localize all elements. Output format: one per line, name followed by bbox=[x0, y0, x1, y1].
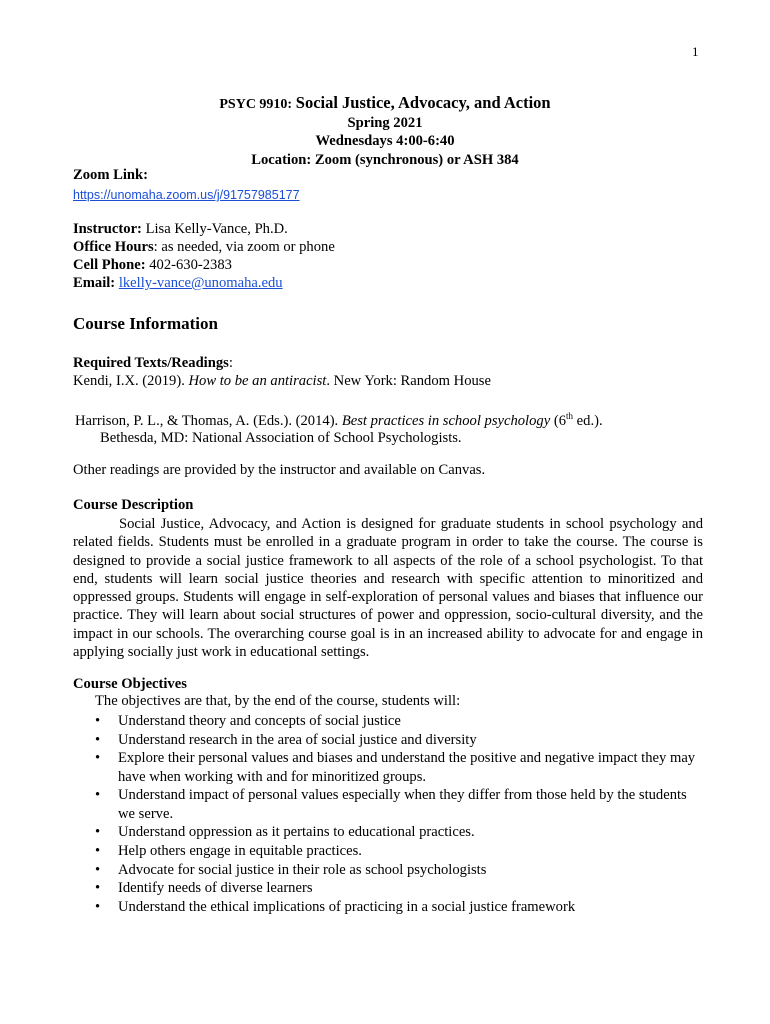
reference-harrison-authors: Harrison, P. L., & Thomas, A. (Eds.). (2014). bbox=[75, 412, 342, 429]
reference-harrison-edition: (6 bbox=[550, 412, 566, 429]
list-item: • Understand theory and concepts of social justice bbox=[93, 712, 703, 730]
reference-kendi-publisher: . New York: Random House bbox=[326, 373, 491, 389]
reference-kendi bbox=[73, 373, 491, 390]
course-name: Social Justice, Advocacy, and Action bbox=[295, 93, 551, 112]
office-hours-row bbox=[73, 239, 335, 256]
email-row bbox=[73, 275, 283, 292]
page-number: 1 bbox=[692, 44, 699, 59]
course-location: Location: Zoom (synchronous) or ASH 384 bbox=[251, 151, 519, 168]
list-item: • Understand oppression as it pertains to educational practices. bbox=[93, 823, 703, 841]
phone-row bbox=[73, 257, 232, 274]
reference-harrison bbox=[75, 408, 603, 448]
course-objectives-list bbox=[93, 712, 703, 917]
reference-harrison-line1 bbox=[75, 408, 603, 430]
course-objectives-heading: Course Objectives bbox=[73, 676, 187, 692]
course-title bbox=[0, 94, 770, 114]
list-item: • Explore their personal values and biases and understand the positive and negative impact they may have when working with and for minoritized groups. bbox=[93, 749, 703, 785]
instructor-row bbox=[73, 221, 288, 238]
list-item: • Understand the ethical implications of practicing in a social justice framework bbox=[93, 898, 703, 916]
instructor-label: Instructor: bbox=[73, 221, 142, 237]
zoom-link[interactable]: https://unomaha.zoom.us/j/91757985177 bbox=[73, 188, 300, 202]
reference-harrison-edition-sup: th bbox=[566, 411, 574, 421]
list-item: • Understand research in the area of social justice and diversity bbox=[93, 731, 703, 749]
list-item: • Advocate for social justice in their role as school psychologists bbox=[93, 861, 703, 879]
reference-harrison-edition-end: ed.). bbox=[573, 412, 603, 429]
course-schedule: Wednesdays 4:00-6:40 bbox=[315, 133, 455, 150]
phone-label: Cell Phone: bbox=[73, 257, 146, 273]
reference-kendi-authors: Kendi, I.X. (2019). bbox=[73, 373, 189, 389]
list-item: • Help others engage in equitable practices. bbox=[93, 842, 703, 860]
required-readings-label: Required Texts/Readings bbox=[73, 355, 229, 371]
required-readings-heading bbox=[73, 355, 233, 372]
course-term: Spring 2021 bbox=[347, 115, 423, 132]
other-readings: Other readings are provided by the instructor and available on Canvas. bbox=[73, 462, 486, 478]
email-link[interactable]: lkelly-vance@unomaha.edu bbox=[118, 275, 283, 291]
list-item: • Understand impact of personal values especially when they differ from those held by the students we serve. bbox=[93, 786, 703, 822]
reference-kendi-title: How to be an antiracist bbox=[188, 373, 327, 389]
course-description-text bbox=[73, 515, 703, 661]
phone-value: 402-630-2383 bbox=[149, 257, 232, 273]
course-title-block bbox=[0, 94, 770, 169]
course-information-heading: Course Information bbox=[73, 314, 218, 333]
course-description-heading: Course Description bbox=[73, 497, 194, 513]
course-objectives-intro: The objectives are that, by the end of the course, students will: bbox=[95, 693, 461, 709]
office-hours-value: : as needed, via zoom or phone bbox=[153, 239, 335, 255]
instructor-name: Lisa Kelly-Vance, Ph.D. bbox=[145, 221, 288, 237]
email-label: Email: bbox=[73, 275, 116, 291]
list-item: • Identify needs of diverse learners bbox=[93, 879, 703, 897]
reference-harrison-publisher: Bethesda, MD: National Association of School Psychologists. bbox=[100, 430, 462, 447]
office-hours-label: Office Hours bbox=[73, 239, 154, 255]
zoom-link-row bbox=[73, 187, 300, 204]
required-readings-colon: : bbox=[228, 355, 233, 371]
course-description-body: Social Justice, Advocacy, and Action is designed for graduate students in school psychology and related fields. Students must be enrolled in a graduate program in order to take the course. The course is designed to provide a social justice framework to all aspects of the role of a school psychologist. To that end, students will learn social justice theories and research with specific attention to minoritized and oppressed groups. Students will engage in self-exploration of personal values and biases that influence our practice. They will learn about social structures of power and oppression, socio-cultural diversity, and the impact in our schools. The overarching course goal is in an increased ability to advocate for and engage in applying socially just work in educational settings. bbox=[73, 516, 703, 661]
course-code: PSYC 9910: bbox=[219, 97, 293, 112]
zoom-link-label: Zoom Link: bbox=[73, 167, 149, 183]
reference-harrison-title: Best practices in school psychology bbox=[341, 412, 551, 429]
